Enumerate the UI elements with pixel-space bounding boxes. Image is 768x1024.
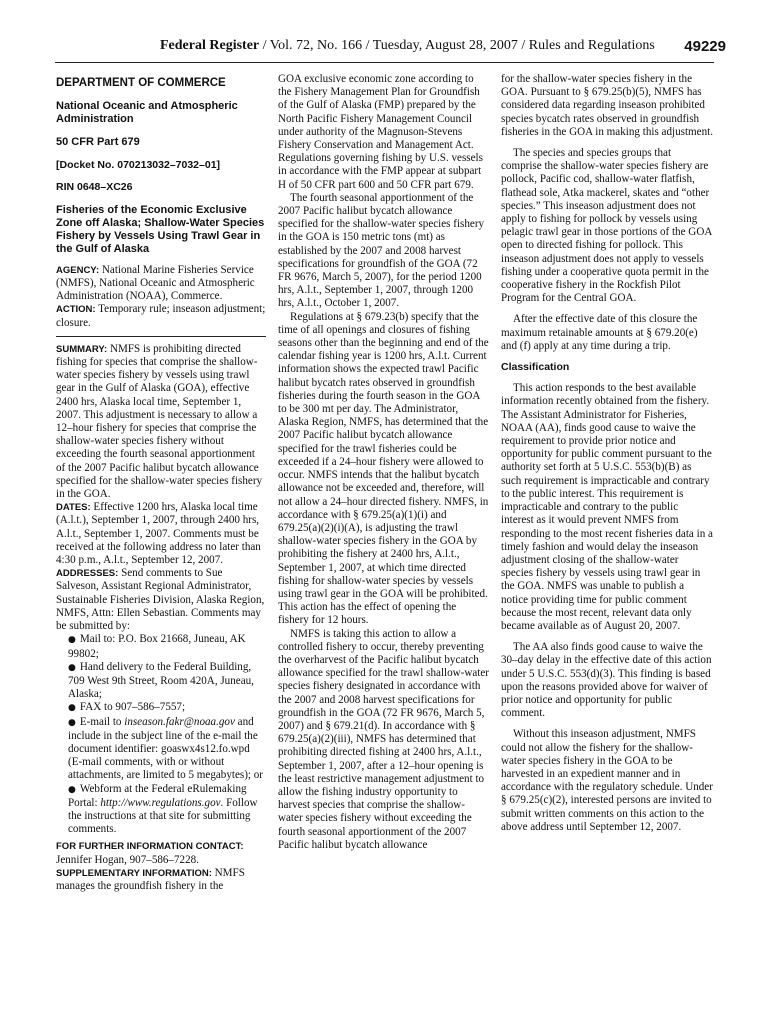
summary-label: SUMMARY: <box>56 343 108 355</box>
paragraph: The species and species groups that comprise the shallow-water species fishery are pollock, Pacific cod, shallow-water flatfish, flathead sole, Atka mackerel, skates and “other species.” This inseason adjustment does not apply to fishing for pollock by vessels using pelagic trawl gear in those portions of the GOA open to directed fishing for pollock. This inseason adjustment does not apply to vessels fishing under a cooperative quota permit in the cooperative fishery in the Rockfish Pilot Program for the Central GOA. <box>501 147 712 305</box>
column-1 <box>56 73 266 893</box>
dates-label: DATES: <box>56 502 91 514</box>
column-2 <box>278 73 489 852</box>
dates-section <box>56 501 266 567</box>
agency-section <box>56 264 266 304</box>
regulations-link[interactable]: http://www.regulations.gov <box>100 796 221 809</box>
action-label: ACTION: <box>56 304 96 316</box>
action-section <box>56 303 266 329</box>
bullet-text: Webform at the Federal eRulemaking Portal: <box>68 782 247 809</box>
action-text: Temporary rule; inseason adjustment; closure. <box>56 303 266 329</box>
list-item <box>56 661 266 702</box>
journal-name: Federal Register <box>160 38 260 53</box>
paragraph: This action responds to the best available information recently obtained from the fishery. The Assistant Administrator for Fisheries, NOAA (AA), finds good cause to waive the requirement to provide prior notice and opportunity for public comment pursuant to the authority set forth at 5 U.S.C. 553(b)(B) as such requirement is impracticable and contrary to the public interest. This requirement is impracticable and contrary to the public interest as it would prevent NMFS from responding to the most recent fisheries data in a timely fashion and would delay the inseason adjustment closing of the shallow-water species fishery by vessels using trawl gear in the GOA. NMFS was unable to publish a notice providing time for public comment because the most recent, relevant data only became available as of August 20, 2007. <box>501 382 713 632</box>
list-item <box>56 716 266 783</box>
department-heading: DEPARTMENT OF COMMERCE <box>56 77 226 89</box>
bullet-text: FAX to 907–586–7557; <box>79 701 186 714</box>
bullet-icon: ● <box>68 717 76 728</box>
issue-info: / Vol. 72, No. 166 / Tuesday, August 28, 2007 / Rules and Regulations <box>259 38 655 53</box>
docket-number: [Docket No. 070213032–7032–01] <box>56 159 221 172</box>
cfr-part: 50 CFR Part 679 <box>56 136 140 149</box>
supplementary-section <box>56 867 266 893</box>
agency-label: AGENCY: <box>56 264 100 276</box>
addresses-text: Send comments to Sue Salveson, Assistant Regional Administrator, Sustainable Fisheries Division, Alaska Region, NMFS, Attn: Ellen Sebastian. Comments may be submitted by: <box>56 567 265 633</box>
paragraph: After the effective date of this closure the maximum retainable amounts at § 679.20(e) and (f) apply at any time during a trip. <box>501 313 698 352</box>
bullet-icon: ● <box>68 703 76 714</box>
paragraph: The AA also finds good cause to waive the 30–day delay in the effective date of this action under 5 U.S.C. 553(d)(3). This finding is based upon the reasons provided above for waiver of prior notice and opportunity for public comment. <box>501 641 712 720</box>
bullet-icon: ● <box>68 784 76 795</box>
paragraph: Regulations at § 679.23(b) specify that the time of all openings and closures of fishing seasons other than the beginning and end of the calendar fishing year is 1200 hrs, A.l.t. Current information shows the expected trawl Pacific halibut bycatch rates observed in groundfish fisheries during the fourth season in the GOA to be 300 mt per day. The Administrator, Alaska Region, NMFS, has determined that the 2007 Pacific halibut bycatch allowance specified for the trawl fisheries could be exceeded if a 24–hour fishery were allowed to occur. NMFS intends that the halibut bycatch allowance not be exceeded and, therefore, will not allow a 24–hour directed fishery. NMFS, in accordance with § 679.25(a)(1)(i) and 679.25(a)(2)(i)(A), is adjusting the trawl shallow-water species fishery in the GOA by prohibiting the fishery at 2400 hrs, A.l.t., September 1, 2007, at which time directed fishing for shallow-water species by vessels using trawl gear in the GOA will be prohibited. This action has the effect of opening the fishery for 12 hours. <box>278 310 489 627</box>
paragraph: The fourth seasonal apportionment of the 2007 Pacific halibut bycatch allowance specified for the shallow-water species fishery in the GOA is 150 metric tons (mt) as established by the 2007 and 2008 harvest specifications for groundfish of the GOA (72 FR 9676, March 5, 2007), for the period 1200 hrs, A.l.t., September 1, 2007, through 1200 hrs, A.l.t., October 1, 2007. <box>278 191 485 310</box>
rule-title: Fisheries of the Economic Exclusive Zone off Alaska; Shallow-Water Species Fishery by Vessels Using Trawl Gear in the Gulf of Alaska <box>56 203 265 255</box>
supplementary-text: NMFS manages the groundfish fishery in the <box>56 866 245 892</box>
bullet-text: . Follow the instructions at that site for submitting comments. <box>68 796 258 836</box>
supplementary-label: SUPPLEMENTARY INFORMATION: <box>56 867 212 879</box>
section-divider <box>56 336 266 337</box>
summary-text: NMFS is prohibiting directed fishing for species that comprise the shallow-water species fishery by vessels using trawl gear in the Gulf of Alaska (GOA), effective 2400 hrs, Alaska local time, September 1, 2007. This adjustment is necessary to allow a 12–hour fishery for species that comprise the shallow-water species fishery without exceeding the fourth seasonal apportionment of the 2007 Pacific halibut bycatch allowance specified for the shallow-water species fishery in the GOA. <box>56 342 263 501</box>
email-link[interactable]: inseason.fakr@noaa.gov <box>124 715 235 728</box>
paragraph: GOA exclusive economic zone according to the Fishery Management Plan for Groundfish of the Gulf of Alaska (FMP) prepared by the North Pacific Fishery Management Council under authority of the Magnuson-Stevens Fishery Conservation and Management Act. Regulations governing fishing by U.S. vessels in accordance with the FMP appear at subpart H of 50 CFR part 600 and 50 CFR part 679. <box>278 73 483 191</box>
bullet-icon: ● <box>68 635 76 646</box>
running-head <box>160 38 655 54</box>
contact-label: FOR FURTHER INFORMATION CONTACT: <box>56 841 244 853</box>
agency-heading: National Oceanic and Atmospheric Administration <box>56 100 238 126</box>
bullet-text: Hand delivery to the Federal Building, 709 West 9th Street, Room 420A, Juneau, Alaska; <box>68 660 254 701</box>
list-item <box>56 633 266 660</box>
contact-section <box>56 840 266 853</box>
classification-heading: Classification <box>501 361 570 374</box>
list-item <box>56 783 266 837</box>
paragraph: NMFS is taking this action to allow a controlled fishery to occur, thereby preventing the overharvest of the Pacific halibut bycatch allowance specified for the trawl shallow-water species fishery designated in accordance with the 2007 and 2008 harvest specifications for groundfish in the GOA (72 FR 9676, March 5, 2007) and § 679.21(d). In accordance with § 679.25(a)(2)(iii), NMFS has determined that prohibiting directed fishing at 2400 hrs, A.l.t., September 1, 2007, after a 12–hour opening is the least restrictive management adjustment to allow the fishing industry opportunity to harvest species that comprise the shallow-water species fishery without exceeding the fourth seasonal apportionment of the 2007 Pacific halibut bycatch allowance <box>278 627 489 851</box>
contact-text: Jennifer Hogan, 907–586–7228. <box>56 853 199 866</box>
summary-section <box>56 343 266 501</box>
addresses-label: ADDRESSES: <box>56 568 119 580</box>
dates-text: Effective 1200 hrs, Alaska local time (A.l.t.), September 1, 2007, through 2400 hrs, A.l.t., September 1, 2007. Comments must be received at the following address no later than 4:30 p.m., A.l.t., September 12, 2007. <box>56 501 261 567</box>
paragraph: Without this inseason adjustment, NMFS could not allow the fishery for the shallow-water species fishery in the GOA to be harvested in an expedient manner and in accordance with the regulatory schedule. Under § 679.25(c)(2), interested persons are invited to submit written comments on this action to the above address until September 12, 2007. <box>501 728 713 833</box>
column-3 <box>501 73 713 834</box>
page-number: 49229 <box>684 38 726 55</box>
paragraph: for the shallow-water species fishery in the GOA. Pursuant to § 679.25(b)(5), NMFS has considered data regarding inseason prohibited species bycatch rates observed in groundfish fisheries in the GOA in making this adjustment. <box>501 73 713 138</box>
header-rule <box>55 62 714 63</box>
rin-number: RIN 0648–XC26 <box>56 180 133 193</box>
bullet-text: and include in the subject line of the e-mail the document identifier: goaswx4s12.fo.wpd (E-mail comments, with or without attachments, are limited to 5 megabytes); or <box>68 715 264 782</box>
bullet-text: E-mail to <box>79 715 125 728</box>
agency-text: National Marine Fisheries Service (NMFS), National Oceanic and Atmospheric Administration (NOAA), Commerce. <box>56 263 255 303</box>
bullet-text: Mail to: P.O. Box 21668, Juneau, AK 99802; <box>68 633 246 660</box>
addresses-section <box>56 567 266 633</box>
list-item <box>56 701 266 715</box>
page-header <box>0 38 768 62</box>
bullet-icon: ● <box>68 662 76 673</box>
